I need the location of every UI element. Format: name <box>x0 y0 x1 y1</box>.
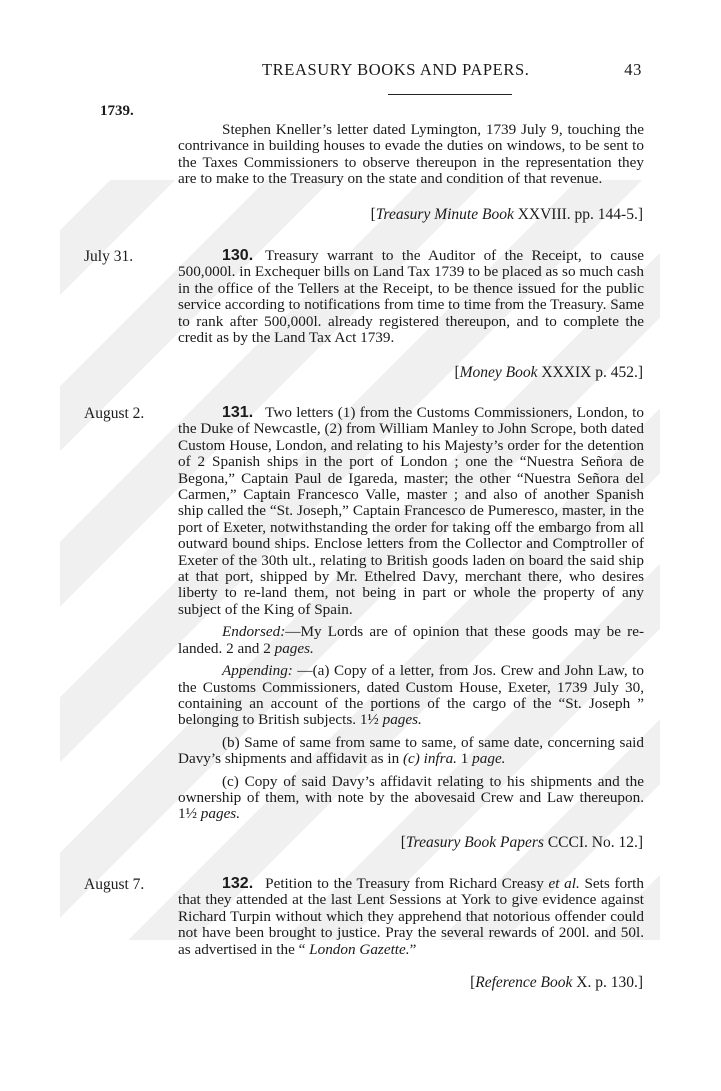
source-ref: XXXIX p. 452. <box>537 364 638 381</box>
item-b-pages: page. <box>472 750 506 768</box>
item-b-text: (b) Same of same from same to same, of same date, concerning said Davy’s shipments and affidavit as in <box>178 733 644 768</box>
entry-date: July 31. <box>84 248 134 265</box>
entry-date: August 7. <box>84 876 145 893</box>
running-title: TREASURY BOOKS AND PAPERS. <box>262 60 530 79</box>
item-c-pages: pages. <box>200 805 241 823</box>
source-ref: X. p. 130. <box>572 974 638 991</box>
endorsed-text: —My Lords are of opinion that these goods may be re-landed. 2 and 2 <box>178 623 644 657</box>
entry-source: [Reference Book X. p. 130.] <box>470 974 643 991</box>
entry-kneller <box>178 122 644 188</box>
appending-a-pages: pages. <box>382 711 422 729</box>
item-c-paragraph <box>178 774 644 823</box>
gazette-title: London Gazette. <box>309 940 410 958</box>
source-ref: XXVIII. pp. 144-5. <box>513 206 638 223</box>
endorsed-label: Endorsed: <box>222 623 286 641</box>
year-marker: 1739. <box>100 103 134 119</box>
item-b-paragraph <box>178 735 644 768</box>
source-book: Money Book <box>459 364 538 381</box>
entry-130 <box>178 248 644 346</box>
entry-132 <box>178 876 644 958</box>
entry-text: Petition to the Treasury from Richard Creasy <box>265 875 549 892</box>
entry-text: Two letters (1) from the Customs Commissioners, London, to the Duke of Newcastle, (2) from William Manley to John Scrope, both dated Custom House, London, and relating to his Majesty’s order for the detention of 2 Spanish ships in the port of London ; one the “Nuestra Señora de Begona,” Captain Paul de Igareda, master; the other “Nuestra Señora del Carmen,” Captain Francesco Valle, master ; and also of another Spanish ship called the “St. Joseph,” Captain Francesco de Pumeresco, master, in the port of Exeter, notwithstanding the order for taking off the embargo from all outward bound ships. Enclose letters from the Collector and Comptroller of Exeter of the 30th ult., relating to British goods laden on board the said ship at that port, shipped by Mr. Ethelred Davy, merchant there, who desires liberty to re-land them, not being in part or whole the property of any subject of the King of Spain. <box>178 404 644 618</box>
entry-etal: et al. <box>548 875 580 892</box>
entry-number: 130. <box>222 247 254 264</box>
entry-source: [Money Book XXXIX p. 452.] <box>454 364 643 381</box>
endorsed-paragraph <box>178 624 644 657</box>
appending-paragraph <box>178 663 644 729</box>
source-book: Reference Book <box>475 974 573 991</box>
entry-131 <box>178 405 644 823</box>
page-number: 43 <box>624 60 642 79</box>
endorsed-pages: pages. <box>274 639 314 657</box>
appending-a-text: —(a) Copy of a letter, from Jos. Crew and John Law, to the Customs Commissioners, dated Custom House, Exeter, 1739 July 30, containing an account of the portions of the cargo of the “St. Joseph ” belonging to British subjects. 1½ <box>178 662 644 729</box>
appending-label: Appending: <box>222 662 293 680</box>
item-c-text: (c) Copy of said Davy’s affidavit relating to his shipments and the ownership of them, with note by the abovesaid Crew and Law thereupon. 1½ <box>178 772 644 823</box>
source-book: Treasury Book Papers <box>405 834 544 851</box>
source-ref: CCCI. No. 12. <box>543 834 638 851</box>
source-book: Treasury Minute Book <box>375 206 514 223</box>
item-b-count: 1 <box>456 750 473 768</box>
entry-source: [Treasury Book Papers CCCI. No. 12.] <box>400 834 643 851</box>
entry-date: August 2. <box>84 405 145 422</box>
entry-text: Stephen Kneller’s letter dated Lymington, 1739 July 9, touching the contrivance in building houses to evade the duties on windows, to be sent to the Taxes Commissioners to observe thereupon in the representation they are to make to the Treasury on the state and condition of that revenue. <box>178 121 644 188</box>
closing-quote: ” <box>409 940 417 958</box>
entry-number: 132. <box>222 875 254 892</box>
item-b-ref: (c) infra. <box>402 750 457 768</box>
running-header <box>262 60 642 84</box>
entry-text-cont: Sets forth that they attended at the last Lent Sessions at York to give evidence against Richard Turpin without which they apprehend that notorious offender could not have been brought to justice. Pray the several rewards of 200l. and 50l. as advertised in the “ <box>178 875 644 958</box>
entry-source: [Treasury Minute Book XXVIII. pp. 144-5.] <box>370 206 643 223</box>
header-rule <box>388 94 512 95</box>
entry-number: 131. <box>222 404 254 421</box>
entry-text: Treasury warrant to the Auditor of the Receipt, to cause 500,000l. in Exchequer bills on Land Tax 1739 to be placed as so much cash in the office of the Tellers at the Receipt, to be thence issued for the public service according to notifications from time to time from the Treasury. Same to rank after 500,000l. already registered thereupon, and to complete the credit as by the Land Tax Act 1739. <box>178 247 644 347</box>
